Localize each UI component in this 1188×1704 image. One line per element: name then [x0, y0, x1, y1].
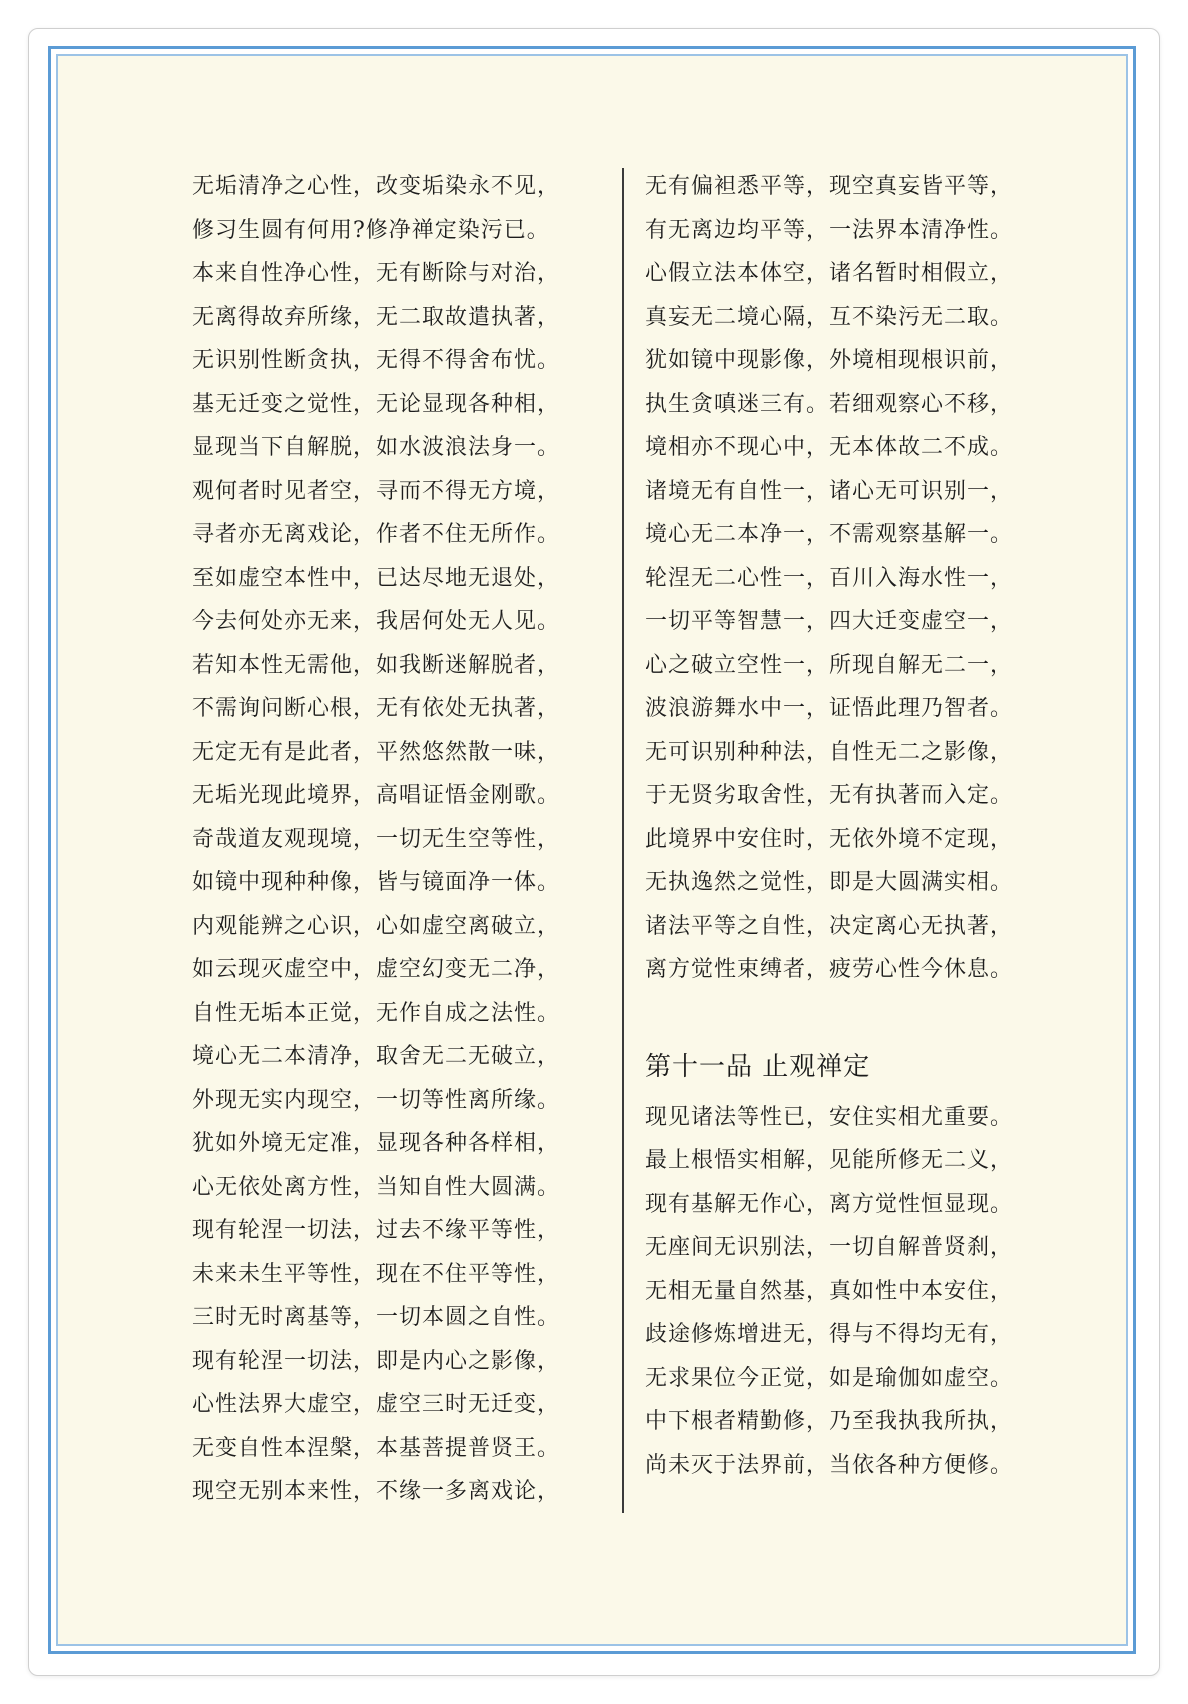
verse-line: 心假立法本体空，诸名暂时相假立，	[645, 261, 1014, 286]
verse-line: 歧途修炼增进无，得与不得均无有，	[645, 1322, 1014, 1347]
verse-line: 外现无实内现空，一切等性离所缘。	[192, 1087, 561, 1113]
verse-line: 离方觉性束缚者，疲劳心性今休息。	[645, 957, 1014, 982]
verse-line: 中下根者精勤修，乃至我执我所执，	[645, 1409, 1014, 1434]
verse-line: 心无依处离方性，当知自性大圆满。	[192, 1174, 561, 1200]
verse-line: 境心无二本净一，不需观察基解一。	[645, 522, 1014, 547]
verse-line: 无垢清净之心性，改变垢染永不见，	[192, 174, 561, 199]
verse-line: 无执逸然之觉性，即是大圆满实相。	[645, 870, 1014, 895]
verse-line: 心之破立空性一，所现自解无二一，	[645, 652, 1014, 678]
verse-line: 观何者时见者空，寻而不得无方境，	[192, 478, 561, 504]
verse-line: 境相亦不现心中，无本体故二不成。	[645, 435, 1014, 460]
verse-line: 诸境无有自性一，诸心无可识别一，	[645, 478, 1014, 504]
verse-line: 诸法平等之自性，决定离心无执著，	[645, 913, 1014, 939]
section-heading: 第十一品 止观禅定	[645, 1051, 871, 1082]
verse-line: 此境界中安住时，无依外境不定现，	[645, 826, 1014, 852]
verse-line: 现空无别本来性，不缘一多离戏论，	[192, 1479, 561, 1504]
verse-line: 基无迁变之觉性，无论显现各种相，	[192, 391, 561, 417]
verse-line: 显现当下自解脱，如水波浪法身一。	[192, 435, 561, 460]
verse-line: 若知本性无需他，如我断迷解脱者，	[192, 652, 561, 678]
verse-line: 自性无垢本正觉，无作自成之法性。	[192, 1000, 561, 1026]
verse-line: 奇哉道友观现境，一切无生空等性，	[192, 826, 561, 852]
verse-line: 波浪游舞水中一，证悟此理乃智者。	[645, 696, 1014, 721]
verse-line: 无座间无识别法，一切自解普贤刹，	[645, 1235, 1014, 1260]
right-text-column	[645, 165, 1065, 1487]
verse-line: 犹如外境无定准，显现各种各样相，	[192, 1131, 561, 1156]
verse-line: 无垢光现此境界，高唱证悟金刚歌。	[192, 783, 561, 808]
verse-line: 三时无时离基等，一切本圆之自性。	[192, 1305, 561, 1330]
verse-line: 未来未生平等性，现在不住平等性，	[192, 1261, 561, 1287]
verse-line: 如镜中现种种像，皆与镜面净一体。	[192, 870, 561, 895]
verse-line: 修习生圆有何用?修净禅定染污已。	[192, 217, 550, 243]
verse-line: 轮涅无二心性一，百川入海水性一，	[645, 565, 1014, 591]
verse-line: 现有轮涅一切法，过去不缘平等性，	[192, 1218, 561, 1243]
verse-line: 无有偏袒悉平等，现空真妄皆平等，	[645, 174, 1014, 199]
verse-line: 境心无二本清净，取舍无二无破立，	[192, 1044, 561, 1069]
verse-line: 尚未灭于法界前，当依各种方便修。	[645, 1452, 1014, 1478]
verse-line: 无定无有是此者，平然悠然散一味，	[192, 739, 561, 765]
verse-line: 有无离边均平等，一法界本清净性。	[645, 217, 1014, 243]
verse-line: 无识别性断贪执，无得不得舍布忧。	[192, 348, 561, 373]
verse-line: 最上根悟实相解，见能所修无二义，	[645, 1148, 1014, 1173]
verse-line: 无变自性本涅槃，本基菩提普贤王。	[192, 1435, 561, 1461]
verse-line: 真妄无二境心隔，互不染污无二取。	[645, 304, 1014, 330]
verse-line: 执生贪嗔迷三有。若细观察心不移，	[645, 391, 1014, 417]
verse-line: 无相无量自然基，真如性中本安住，	[645, 1278, 1014, 1304]
verse-line: 不需询问断心根，无有依处无执著，	[192, 696, 561, 721]
verse-line: 现有轮涅一切法，即是内心之影像，	[192, 1348, 561, 1374]
verse-line: 寻者亦无离戏论，作者不住无所作。	[192, 522, 561, 547]
verse-line: 现有基解无作心，离方觉性恒显现。	[645, 1191, 1014, 1217]
verse-line: 于无贤劣取舍性，无有执著而入定。	[645, 783, 1014, 808]
verse-line: 无求果位今正觉，如是瑜伽如虚空。	[645, 1365, 1014, 1391]
verse-line: 现见诸法等性已，安住实相尤重要。	[645, 1104, 1014, 1130]
verse-line: 犹如镜中现影像，外境相现根识前，	[645, 348, 1014, 373]
verse-line: 心性法界大虚空，虚空三时无迁变，	[192, 1392, 561, 1417]
left-text-column	[192, 165, 612, 1514]
verse-line: 内观能辨之心识，心如虚空离破立，	[192, 913, 561, 939]
verse-line: 本来自性净心性，无有断除与对治，	[192, 261, 561, 286]
column-divider	[622, 168, 624, 1513]
verse-line: 一切平等智慧一，四大迁变虚空一，	[645, 609, 1014, 634]
verse-line: 今去何处亦无来，我居何处无人见。	[192, 609, 561, 634]
verse-line: 无离得故弃所缘，无二取故遣执著，	[192, 304, 561, 330]
verse-line: 如云现灭虚空中，虚空幻变无二净，	[192, 957, 561, 982]
verse-line: 至如虚空本性中，已达尽地无退处，	[192, 565, 561, 591]
verse-line: 无可识别种种法，自性无二之影像，	[645, 739, 1014, 765]
